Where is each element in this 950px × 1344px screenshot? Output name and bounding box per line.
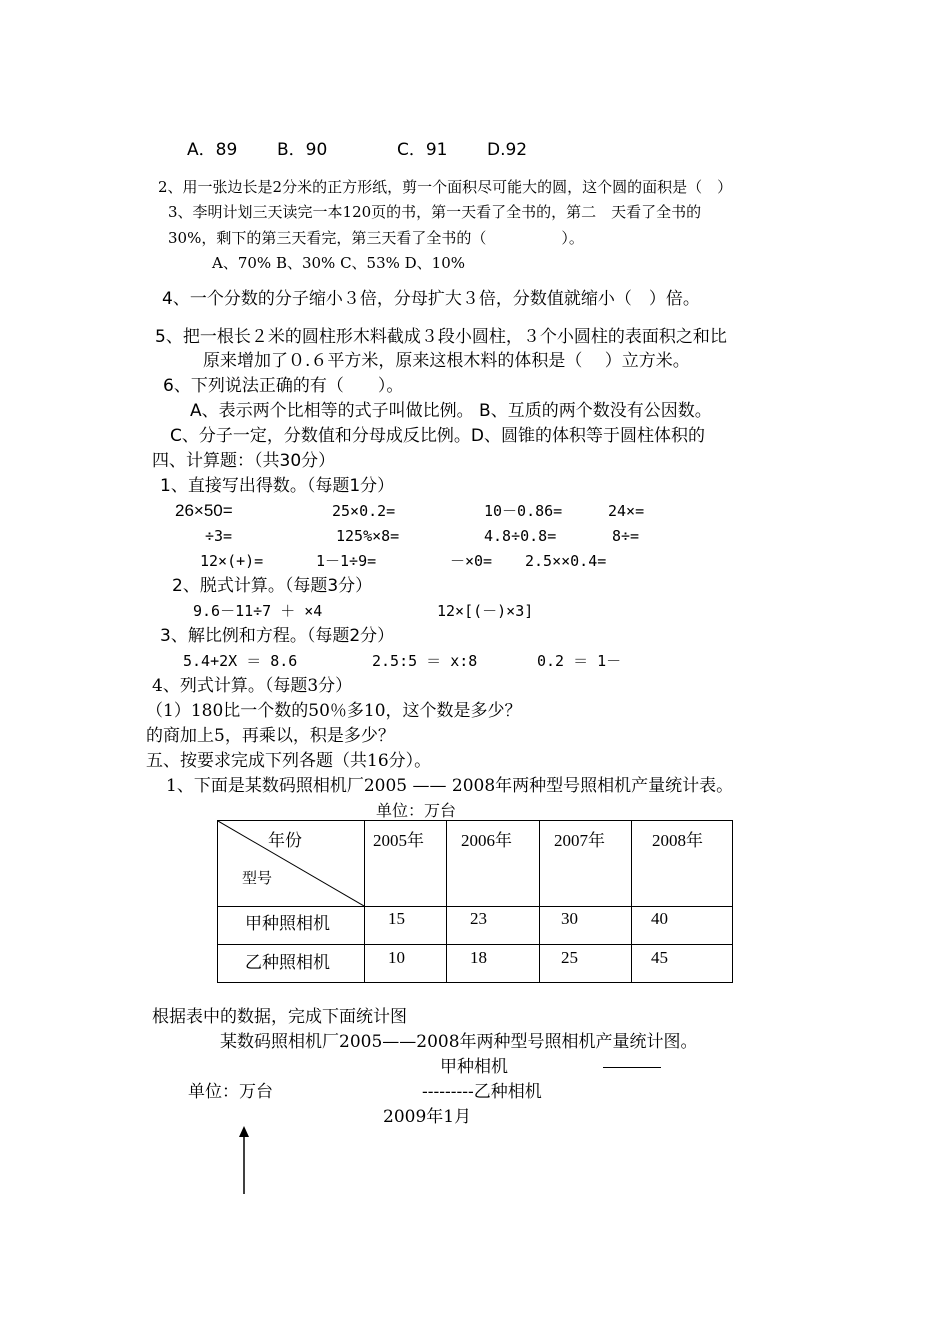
corner-year-label: 年份 [268,831,302,850]
question-3-options: A、70% B、30% C、53% D、10% [212,254,466,272]
row-label-a: 甲种照相机 [218,907,365,945]
cell-b-2007: 25 [540,945,632,983]
equation-3: 0.2 ＝ 1－ [537,652,622,670]
header-2007: 2007年 [540,821,632,907]
table-corner-cell [218,821,365,907]
chart-instruction: 根据表中的数据，完成下面统计图 [152,1007,407,1027]
calc-2-2: 125%×8= [336,527,400,545]
cell-b-2006: 18 [447,945,540,983]
calc-2-1: ÷3= [205,527,233,545]
calc-4-2: 12×[(－)×3] [437,602,534,620]
cell-b-2005: 10 [365,945,447,983]
chart-unit: 单位：万台 [188,1082,273,1102]
table-unit: 单位：万台 [376,801,457,820]
cell-a-2007: 30 [540,907,632,945]
cell-a-2008: 40 [632,907,733,945]
calc-3-1: 12×(+)= [200,552,264,570]
calc-1-3: 10－0.86= [484,502,563,520]
equation-2: 2.5:5 ＝ x:8 [372,652,478,670]
word-problem-2: 的商加上5，再乘以，积是多少？ [146,726,395,746]
question-6-options-ab: A、表示两个比相等的式子叫做比例。 B、互质的两个数没有公因数。 [190,401,712,421]
word-problem-1: （1）180比一个数的50％多10，这个数是多少？ [146,701,522,721]
calc-1-4: 24×= [608,502,645,520]
question-5-line-2: 原来增加了０.６平方米，原来这根木料的体积是（ ）立方米。 [203,351,690,371]
calc-4-1: 9.6－11÷7 ＋ ×4 [193,602,323,620]
question-2: 2、用一张边长是2分米的正方形纸，剪一个面积尽可能大的圆，这个圆的面积是（ ） [158,178,733,196]
calc-1-2: 25×0.2= [332,502,396,520]
legend-a-line [603,1067,661,1068]
q1-option-d: D.92 [487,140,528,160]
cell-a-2005: 15 [365,907,447,945]
table-row [218,907,733,945]
production-table [217,820,733,983]
section-4-sub-1: 1、直接写出得数。（每题1分） [160,476,395,496]
cell-a-2006: 23 [447,907,540,945]
chart-y-axis-arrow [236,1126,252,1196]
question-3-line-2: 30%，剩下的第三天看完，第三天看了全书的（ ）。 [168,229,584,247]
q1-option-c: C．91 [397,140,448,160]
calc-3-4: 2.5××0.4= [525,552,607,570]
header-2006: 2006年 [447,821,540,907]
question-6: 6、下列说法正确的有（ ）。 [163,376,404,396]
calc-2-4: 8÷= [612,527,640,545]
question-4: 4、一个分数的分子缩小３倍，分母扩大３倍，分数值就缩小（ ）倍。 [162,289,700,309]
equation-1: 5.4+2X ＝ 8.6 [183,652,298,670]
section-4-sub-4: 4、列式计算。（每题3分） [152,676,353,696]
section-5-sub-1: 1、下面是某数码照相机厂2005 —— 2008年两种型号照相机产量统计表。 [166,776,734,796]
header-2005: 2005年 [365,821,447,907]
table-row [218,945,733,983]
q1-option-b: B．90 [277,140,328,160]
calc-3-2: 1－1÷9= [316,552,377,570]
chart-date: 2009年1月 [383,1107,472,1127]
corner-model-label: 型号 [242,871,273,887]
legend-a-label: 甲种相机 [440,1057,508,1077]
question-6-options-cd: C、分子一定，分数值和分母成反比例。D、圆锥的体积等于圆柱体积的 [170,426,705,446]
cell-b-2008: 45 [632,945,733,983]
legend-b-label: ---------乙种相机 [422,1082,542,1102]
question-5-line-1: 5、把一根长２米的圆柱形木料截成３段小圆柱，３个小圆柱的表面积之和比 [155,327,727,347]
section-5-title: 五、按要求完成下列各题（共16分）。 [146,751,432,771]
row-label-b: 乙种照相机 [218,945,365,983]
chart-title: 某数码照相机厂2005——2008年两种型号照相机产量统计图。 [220,1032,698,1052]
section-4-title: 四、计算题：（共30分） [152,451,336,471]
question-3-line-1: 3、李明计划三天读完一本120页的书，第一天看了全书的，第二 天看了全书的 [168,203,702,221]
header-2008: 2008年 [632,821,733,907]
calc-3-3: －×0= [450,552,493,570]
calc-1-1: 26×50= [175,501,233,520]
q1-option-a: A．89 [187,140,238,160]
calc-2-3: 4.8÷0.8= [484,527,557,545]
section-4-sub-2: 2、脱式计算。（每题3分） [172,576,373,596]
section-4-sub-3: 3、解比例和方程。（每题2分） [160,626,395,646]
